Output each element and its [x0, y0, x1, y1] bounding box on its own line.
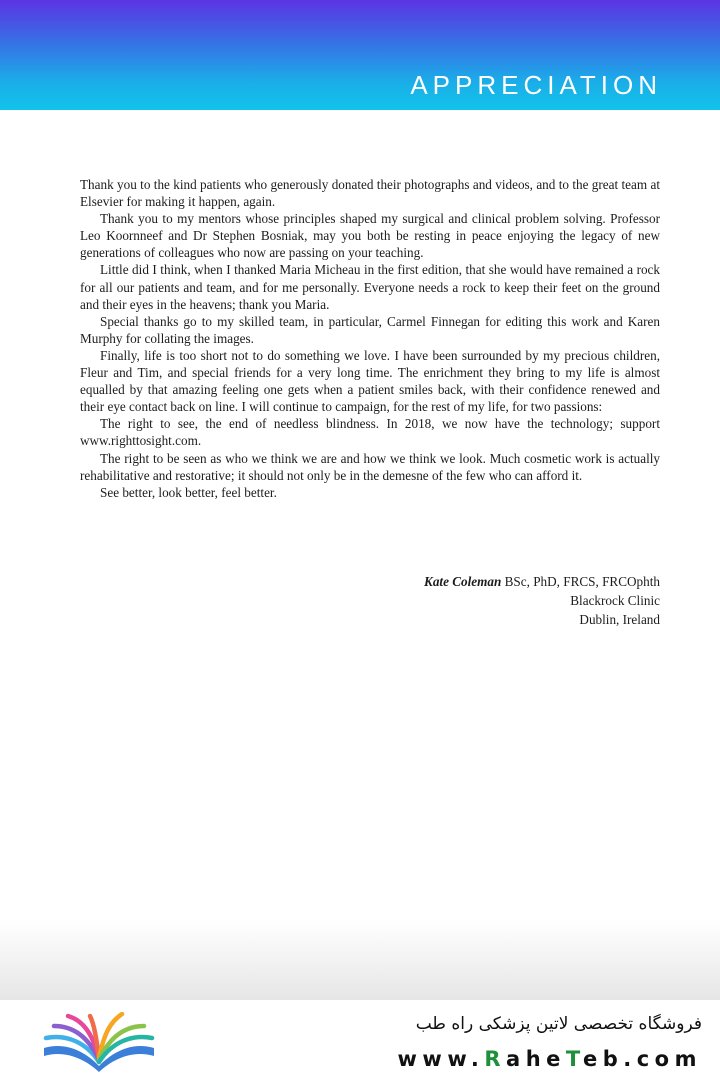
paragraph: See better, look better, feel better. [100, 484, 277, 500]
appreciation-text [80, 176, 660, 501]
paragraph: Little did I think, when I thanked Maria Micheau in the first edition, that she would have remained a rock for all our patients and team, and for me personally. Everyone needs a rock to keep their feet on the ground and their eyes in the heavens; thank you Maria. [80, 262, 660, 312]
url-part-eb: eb [582, 1047, 624, 1071]
url-letter-r: R [484, 1047, 507, 1071]
footer-banner [0, 1000, 720, 1080]
paragraph: The right to be seen as who we think we are and how we think we look. Much cosmetic work is actually rehabilitative and restorative; it should not only be in the demesne of the few who can afford it. [80, 450, 660, 483]
header-banner [0, 0, 720, 110]
author-location: Dublin, Ireland [579, 612, 660, 627]
paragraph: Finally, life is too short not to do something we love. I have been surrounded by my precious children, Fleur and Tim, and special friends for a very long time. The enrichment they bring to my life is almost equalled by that amazing feeling one gets when a patient smiles back, with their confidence renewed and their eye contact back on line. I will continue to campaign, for the rest of my life, for two passions: [80, 347, 660, 415]
paragraph: The right to see, the end of needless blindness. In 2018, we now have the technology; support www.righttosight.com. [80, 416, 660, 449]
paragraph: Special thanks go to my skilled team, in particular, Carmel Finnegan for editing this work and Karen Murphy for collating the images. [80, 313, 660, 346]
shop-url-link[interactable] [398, 1047, 702, 1071]
paragraph: Thank you to the kind patients who generously donated their photographs and videos, and to the great team at Elsevier for making it happen, again. [80, 177, 660, 210]
signature-block [424, 572, 660, 629]
page-title: APPRECIATION [410, 70, 662, 100]
shop-name: فروشگاه تخصصی لاتین پزشکی راه طب [415, 1014, 702, 1034]
url-suffix: .com [623, 1047, 702, 1071]
url-prefix: www. [397, 1047, 485, 1071]
paragraph: Thank you to my mentors whose principles shaped my surgical and clinical problem solving. Professor Leo Koornneef and Dr Stephen Bosniak, may you both be resting in peace enjoying the legacy of new generations of colleagues who now are passing on your teaching. [80, 211, 660, 261]
author-credentials: BSc, PhD, FRCS, FRCOphth [501, 574, 660, 589]
open-book-logo-icon [38, 1012, 160, 1074]
author-name: Kate Coleman [424, 574, 502, 589]
url-letter-t: T [565, 1047, 583, 1071]
author-institution: Blackrock Clinic [570, 593, 660, 608]
signature-name-line [424, 572, 660, 591]
footer-shadow [0, 920, 720, 1000]
url-part-ahe: ahe [506, 1047, 566, 1071]
